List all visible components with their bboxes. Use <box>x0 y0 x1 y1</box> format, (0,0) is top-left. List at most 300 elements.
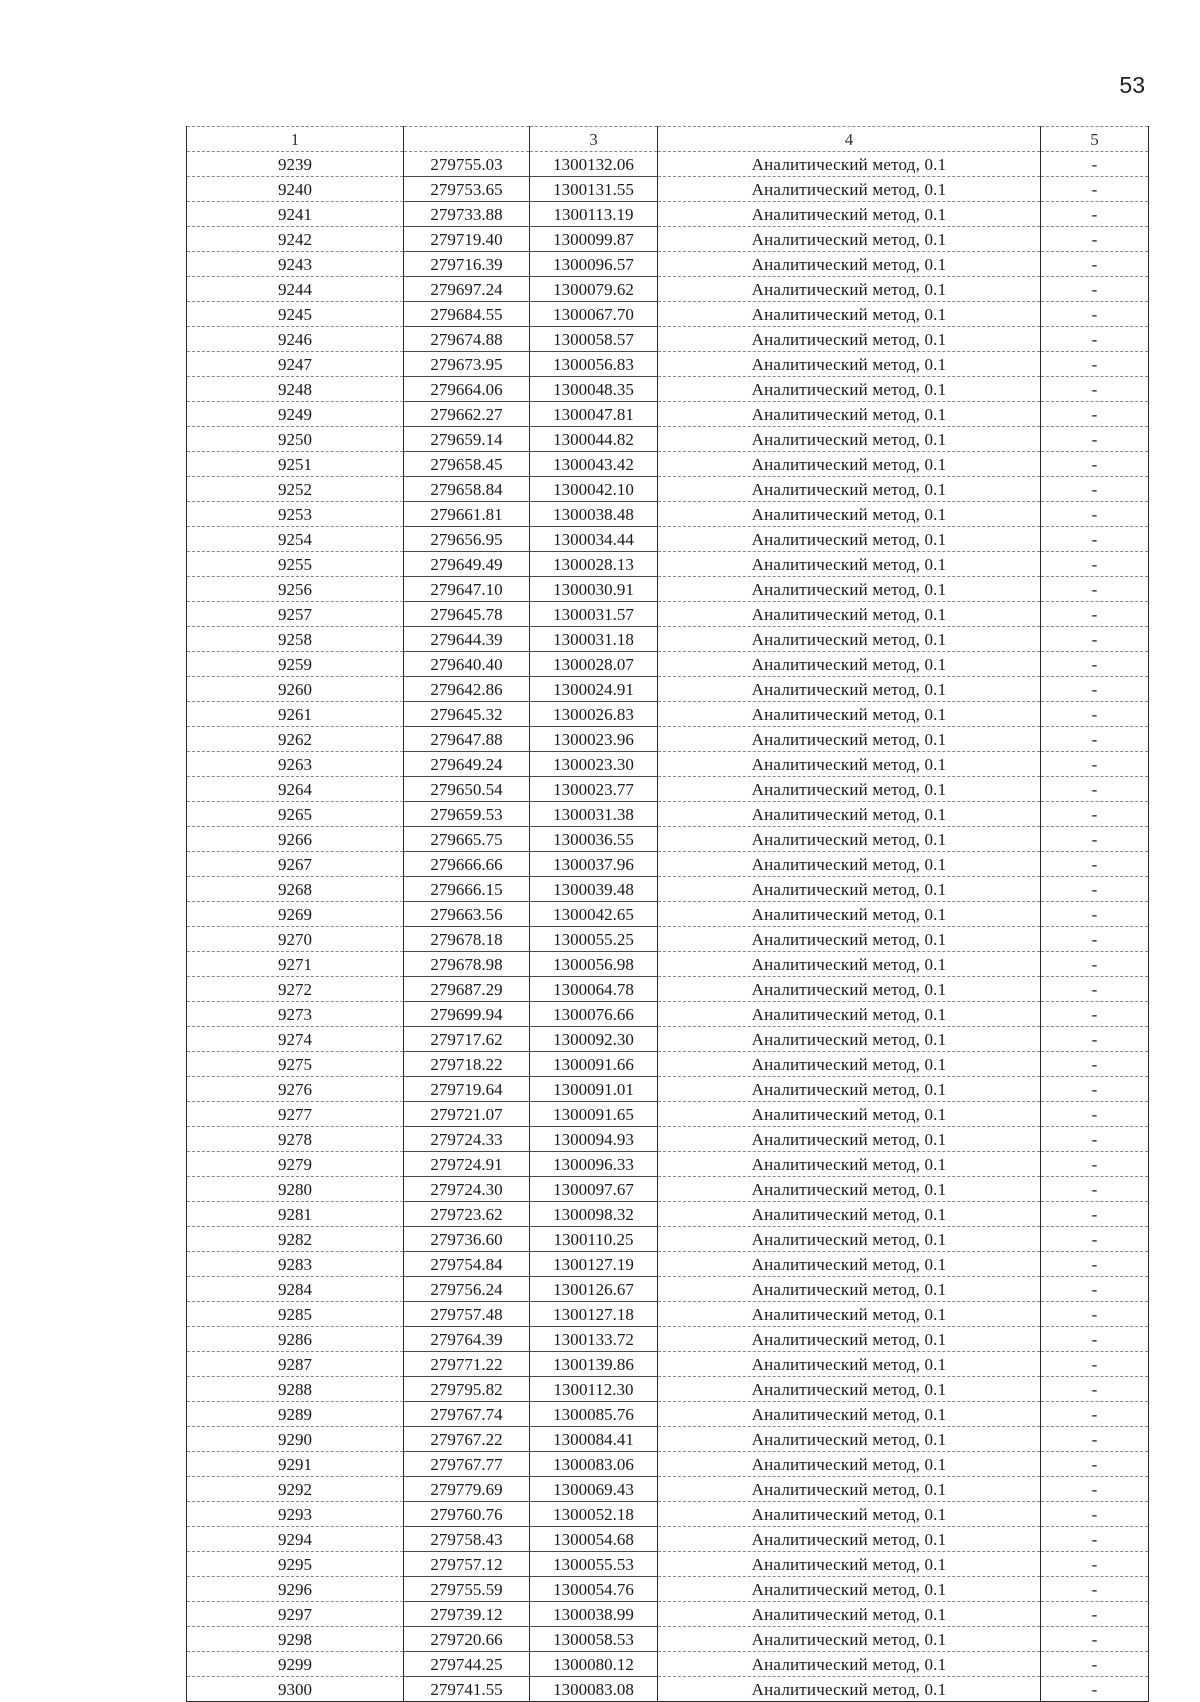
table-row <box>187 752 1149 777</box>
method-cell: Аналитический метод, 0.1 <box>658 477 1041 502</box>
note-cell: - <box>1041 752 1149 777</box>
point-number-cell: 9288 <box>187 1377 404 1402</box>
point-number-cell: 9273 <box>187 1002 404 1027</box>
point-number-cell: 9282 <box>187 1227 404 1252</box>
table-row <box>187 277 1149 302</box>
method-cell: Аналитический метод, 0.1 <box>658 1152 1041 1177</box>
y-coordinate-cell: 1300085.76 <box>530 1402 658 1427</box>
column-header-2 <box>404 127 530 152</box>
table-row <box>187 1202 1149 1227</box>
x-coordinate-cell: 279659.14 <box>404 427 530 452</box>
y-coordinate-cell: 1300039.48 <box>530 877 658 902</box>
note-cell: - <box>1041 877 1149 902</box>
point-number-cell: 9245 <box>187 302 404 327</box>
table-row <box>187 1127 1149 1152</box>
note-cell: - <box>1041 1452 1149 1477</box>
point-number-cell: 9287 <box>187 1352 404 1377</box>
method-cell: Аналитический метод, 0.1 <box>658 1402 1041 1427</box>
x-coordinate-cell: 279755.03 <box>404 152 530 177</box>
method-cell: Аналитический метод, 0.1 <box>658 1527 1041 1552</box>
point-number-cell: 9292 <box>187 1477 404 1502</box>
table-row <box>187 727 1149 752</box>
x-coordinate-cell: 279645.78 <box>404 602 530 627</box>
table-row <box>187 402 1149 427</box>
table-row <box>187 1677 1149 1702</box>
table-row <box>187 977 1149 1002</box>
note-cell: - <box>1041 802 1149 827</box>
column-header-3: 3 <box>530 127 658 152</box>
note-cell: - <box>1041 1377 1149 1402</box>
method-cell: Аналитический метод, 0.1 <box>658 1127 1041 1152</box>
table-row <box>187 902 1149 927</box>
point-number-cell: 9294 <box>187 1527 404 1552</box>
note-cell: - <box>1041 252 1149 277</box>
method-cell: Аналитический метод, 0.1 <box>658 927 1041 952</box>
note-cell: - <box>1041 552 1149 577</box>
note-cell: - <box>1041 527 1149 552</box>
y-coordinate-cell: 1300096.57 <box>530 252 658 277</box>
method-cell: Аналитический метод, 0.1 <box>658 1102 1041 1127</box>
y-coordinate-cell: 1300127.19 <box>530 1252 658 1277</box>
note-cell: - <box>1041 1352 1149 1377</box>
y-coordinate-cell: 1300047.81 <box>530 402 658 427</box>
y-coordinate-cell: 1300110.25 <box>530 1227 658 1252</box>
table-row <box>187 1452 1149 1477</box>
table-row <box>187 252 1149 277</box>
method-cell: Аналитический метод, 0.1 <box>658 1227 1041 1252</box>
y-coordinate-cell: 1300091.66 <box>530 1052 658 1077</box>
point-number-cell: 9248 <box>187 377 404 402</box>
x-coordinate-cell: 279724.91 <box>404 1152 530 1177</box>
table-row <box>187 1377 1149 1402</box>
point-number-cell: 9300 <box>187 1677 404 1702</box>
method-cell: Аналитический метод, 0.1 <box>658 1202 1041 1227</box>
table-row <box>187 227 1149 252</box>
note-cell: - <box>1041 977 1149 1002</box>
method-cell: Аналитический метод, 0.1 <box>658 527 1041 552</box>
x-coordinate-cell: 279720.66 <box>404 1627 530 1652</box>
table-row <box>187 1027 1149 1052</box>
note-cell: - <box>1041 427 1149 452</box>
x-coordinate-cell: 279758.43 <box>404 1527 530 1552</box>
table-row <box>187 1277 1149 1302</box>
x-coordinate-cell: 279754.84 <box>404 1252 530 1277</box>
note-cell: - <box>1041 1152 1149 1177</box>
table-row <box>187 1327 1149 1352</box>
point-number-cell: 9272 <box>187 977 404 1002</box>
table-row <box>187 527 1149 552</box>
table-row <box>187 1502 1149 1527</box>
y-coordinate-cell: 1300031.57 <box>530 602 658 627</box>
method-cell: Аналитический метод, 0.1 <box>658 777 1041 802</box>
x-coordinate-cell: 279687.29 <box>404 977 530 1002</box>
x-coordinate-cell: 279658.84 <box>404 477 530 502</box>
y-coordinate-cell: 1300030.91 <box>530 577 658 602</box>
table-row <box>187 1077 1149 1102</box>
y-coordinate-cell: 1300112.30 <box>530 1377 658 1402</box>
point-number-cell: 9289 <box>187 1402 404 1427</box>
table-row <box>187 777 1149 802</box>
point-number-cell: 9243 <box>187 252 404 277</box>
note-cell: - <box>1041 1627 1149 1652</box>
x-coordinate-cell: 279647.88 <box>404 727 530 752</box>
x-coordinate-cell: 279666.66 <box>404 852 530 877</box>
column-header-4: 4 <box>658 127 1041 152</box>
note-cell: - <box>1041 1527 1149 1552</box>
note-cell: - <box>1041 1677 1149 1702</box>
note-cell: - <box>1041 927 1149 952</box>
x-coordinate-cell: 279744.25 <box>404 1652 530 1677</box>
table-row <box>187 1402 1149 1427</box>
note-cell: - <box>1041 852 1149 877</box>
point-number-cell: 9257 <box>187 602 404 627</box>
method-cell: Аналитический метод, 0.1 <box>658 877 1041 902</box>
point-number-cell: 9256 <box>187 577 404 602</box>
method-cell: Аналитический метод, 0.1 <box>658 952 1041 977</box>
method-cell: Аналитический метод, 0.1 <box>658 352 1041 377</box>
table-row <box>187 1352 1149 1377</box>
y-coordinate-cell: 1300091.01 <box>530 1077 658 1102</box>
method-cell: Аналитический метод, 0.1 <box>658 277 1041 302</box>
method-cell: Аналитический метод, 0.1 <box>658 1327 1041 1352</box>
y-coordinate-cell: 1300038.99 <box>530 1602 658 1627</box>
method-cell: Аналитический метод, 0.1 <box>658 1002 1041 1027</box>
y-coordinate-cell: 1300024.91 <box>530 677 658 702</box>
note-cell: - <box>1041 1427 1149 1452</box>
method-cell: Аналитический метод, 0.1 <box>658 502 1041 527</box>
x-coordinate-cell: 279662.27 <box>404 402 530 427</box>
table-row <box>187 1002 1149 1027</box>
y-coordinate-cell: 1300048.35 <box>530 377 658 402</box>
method-cell: Аналитический метод, 0.1 <box>658 1552 1041 1577</box>
point-number-cell: 9297 <box>187 1602 404 1627</box>
note-cell: - <box>1041 1402 1149 1427</box>
note-cell: - <box>1041 1052 1149 1077</box>
y-coordinate-cell: 1300092.30 <box>530 1027 658 1052</box>
y-coordinate-cell: 1300139.86 <box>530 1352 658 1377</box>
method-cell: Аналитический метод, 0.1 <box>658 252 1041 277</box>
x-coordinate-cell: 279647.10 <box>404 577 530 602</box>
note-cell: - <box>1041 377 1149 402</box>
point-number-cell: 9258 <box>187 627 404 652</box>
x-coordinate-cell: 279649.24 <box>404 752 530 777</box>
y-coordinate-cell: 1300036.55 <box>530 827 658 852</box>
x-coordinate-cell: 279659.53 <box>404 802 530 827</box>
note-cell: - <box>1041 502 1149 527</box>
point-number-cell: 9283 <box>187 1252 404 1277</box>
note-cell: - <box>1041 1077 1149 1102</box>
y-coordinate-cell: 1300031.38 <box>530 802 658 827</box>
note-cell: - <box>1041 1477 1149 1502</box>
method-cell: Аналитический метод, 0.1 <box>658 1502 1041 1527</box>
method-cell: Аналитический метод, 0.1 <box>658 227 1041 252</box>
note-cell: - <box>1041 1602 1149 1627</box>
method-cell: Аналитический метод, 0.1 <box>658 977 1041 1002</box>
method-cell: Аналитический метод, 0.1 <box>658 202 1041 227</box>
x-coordinate-cell: 279697.24 <box>404 277 530 302</box>
x-coordinate-cell: 279665.75 <box>404 827 530 852</box>
y-coordinate-cell: 1300037.96 <box>530 852 658 877</box>
point-number-cell: 9276 <box>187 1077 404 1102</box>
y-coordinate-cell: 1300055.53 <box>530 1552 658 1577</box>
note-cell: - <box>1041 1127 1149 1152</box>
table-row <box>187 352 1149 377</box>
method-cell: Аналитический метод, 0.1 <box>658 1302 1041 1327</box>
method-cell: Аналитический метод, 0.1 <box>658 152 1041 177</box>
note-cell: - <box>1041 1652 1149 1677</box>
point-number-cell: 9267 <box>187 852 404 877</box>
table-row <box>187 877 1149 902</box>
y-coordinate-cell: 1300132.06 <box>530 152 658 177</box>
y-coordinate-cell: 1300055.25 <box>530 927 658 952</box>
y-coordinate-cell: 1300034.44 <box>530 527 658 552</box>
x-coordinate-cell: 279661.81 <box>404 502 530 527</box>
note-cell: - <box>1041 902 1149 927</box>
note-cell: - <box>1041 1252 1149 1277</box>
x-coordinate-cell: 279719.64 <box>404 1077 530 1102</box>
y-coordinate-cell: 1300023.96 <box>530 727 658 752</box>
point-number-cell: 9274 <box>187 1027 404 1052</box>
y-coordinate-cell: 1300064.78 <box>530 977 658 1002</box>
point-number-cell: 9242 <box>187 227 404 252</box>
y-coordinate-cell: 1300113.19 <box>530 202 658 227</box>
method-cell: Аналитический метод, 0.1 <box>658 902 1041 927</box>
y-coordinate-cell: 1300026.83 <box>530 702 658 727</box>
table-row <box>187 827 1149 852</box>
method-cell: Аналитический метод, 0.1 <box>658 1352 1041 1377</box>
x-coordinate-cell: 279699.94 <box>404 1002 530 1027</box>
method-cell: Аналитический метод, 0.1 <box>658 302 1041 327</box>
x-coordinate-cell: 279658.45 <box>404 452 530 477</box>
method-cell: Аналитический метод, 0.1 <box>658 1177 1041 1202</box>
note-cell: - <box>1041 1177 1149 1202</box>
note-cell: - <box>1041 1552 1149 1577</box>
table-row <box>187 202 1149 227</box>
table-body <box>187 152 1149 1702</box>
method-cell: Аналитический метод, 0.1 <box>658 752 1041 777</box>
y-coordinate-cell: 1300056.98 <box>530 952 658 977</box>
point-number-cell: 9277 <box>187 1102 404 1127</box>
x-coordinate-cell: 279678.18 <box>404 927 530 952</box>
method-cell: Аналитический метод, 0.1 <box>658 1027 1041 1052</box>
x-coordinate-cell: 279757.48 <box>404 1302 530 1327</box>
y-coordinate-cell: 1300083.06 <box>530 1452 658 1477</box>
x-coordinate-cell: 279716.39 <box>404 252 530 277</box>
point-number-cell: 9249 <box>187 402 404 427</box>
x-coordinate-cell: 279741.55 <box>404 1677 530 1702</box>
x-coordinate-cell: 279757.12 <box>404 1552 530 1577</box>
point-number-cell: 9247 <box>187 352 404 377</box>
table-row <box>187 1652 1149 1677</box>
table-row <box>187 477 1149 502</box>
note-cell: - <box>1041 327 1149 352</box>
method-cell: Аналитический метод, 0.1 <box>658 852 1041 877</box>
x-coordinate-cell: 279666.15 <box>404 877 530 902</box>
y-coordinate-cell: 1300067.70 <box>530 302 658 327</box>
y-coordinate-cell: 1300054.76 <box>530 1577 658 1602</box>
y-coordinate-cell: 1300079.62 <box>530 277 658 302</box>
method-cell: Аналитический метод, 0.1 <box>658 727 1041 752</box>
y-coordinate-cell: 1300056.83 <box>530 352 658 377</box>
note-cell: - <box>1041 1302 1149 1327</box>
y-coordinate-cell: 1300038.48 <box>530 502 658 527</box>
note-cell: - <box>1041 1202 1149 1227</box>
y-coordinate-cell: 1300127.18 <box>530 1302 658 1327</box>
table-row <box>187 1052 1149 1077</box>
method-cell: Аналитический метод, 0.1 <box>658 1652 1041 1677</box>
x-coordinate-cell: 279684.55 <box>404 302 530 327</box>
y-coordinate-cell: 1300054.68 <box>530 1527 658 1552</box>
point-number-cell: 9281 <box>187 1202 404 1227</box>
table-row <box>187 302 1149 327</box>
note-cell: - <box>1041 1002 1149 1027</box>
point-number-cell: 9244 <box>187 277 404 302</box>
point-number-cell: 9251 <box>187 452 404 477</box>
point-number-cell: 9265 <box>187 802 404 827</box>
point-number-cell: 9280 <box>187 1177 404 1202</box>
point-number-cell: 9275 <box>187 1052 404 1077</box>
point-number-cell: 9260 <box>187 677 404 702</box>
y-coordinate-cell: 1300097.67 <box>530 1177 658 1202</box>
y-coordinate-cell: 1300098.32 <box>530 1202 658 1227</box>
point-number-cell: 9262 <box>187 727 404 752</box>
point-number-cell: 9261 <box>187 702 404 727</box>
point-number-cell: 9266 <box>187 827 404 852</box>
note-cell: - <box>1041 202 1149 227</box>
table-row <box>187 1227 1149 1252</box>
page-number: 53 <box>1119 72 1145 98</box>
y-coordinate-cell: 1300080.12 <box>530 1652 658 1677</box>
method-cell: Аналитический метод, 0.1 <box>658 1377 1041 1402</box>
x-coordinate-cell: 279649.49 <box>404 552 530 577</box>
table-row <box>187 927 1149 952</box>
table-row <box>187 1527 1149 1552</box>
note-cell: - <box>1041 627 1149 652</box>
point-number-cell: 9290 <box>187 1427 404 1452</box>
method-cell: Аналитический метод, 0.1 <box>658 1052 1041 1077</box>
x-coordinate-cell: 279678.98 <box>404 952 530 977</box>
table-row <box>187 427 1149 452</box>
note-cell: - <box>1041 777 1149 802</box>
point-number-cell: 9284 <box>187 1277 404 1302</box>
table-row <box>187 802 1149 827</box>
x-coordinate-cell: 279719.40 <box>404 227 530 252</box>
method-cell: Аналитический метод, 0.1 <box>658 452 1041 477</box>
point-number-cell: 9263 <box>187 752 404 777</box>
method-cell: Аналитический метод, 0.1 <box>658 1427 1041 1452</box>
y-coordinate-cell: 1300076.66 <box>530 1002 658 1027</box>
point-number-cell: 9259 <box>187 652 404 677</box>
table-row <box>187 452 1149 477</box>
table-row <box>187 627 1149 652</box>
method-cell: Аналитический метод, 0.1 <box>658 1277 1041 1302</box>
y-coordinate-cell: 1300052.18 <box>530 1502 658 1527</box>
x-coordinate-cell: 279767.74 <box>404 1402 530 1427</box>
x-coordinate-cell: 279767.77 <box>404 1452 530 1477</box>
note-cell: - <box>1041 402 1149 427</box>
y-coordinate-cell: 1300043.42 <box>530 452 658 477</box>
y-coordinate-cell: 1300023.77 <box>530 777 658 802</box>
x-coordinate-cell: 279779.69 <box>404 1477 530 1502</box>
note-cell: - <box>1041 277 1149 302</box>
note-cell: - <box>1041 602 1149 627</box>
y-coordinate-cell: 1300069.43 <box>530 1477 658 1502</box>
method-cell: Аналитический метод, 0.1 <box>658 802 1041 827</box>
x-coordinate-cell: 279771.22 <box>404 1352 530 1377</box>
note-cell: - <box>1041 352 1149 377</box>
x-coordinate-cell: 279764.39 <box>404 1327 530 1352</box>
note-cell: - <box>1041 727 1149 752</box>
table-row <box>187 1302 1149 1327</box>
method-cell: Аналитический метод, 0.1 <box>658 1077 1041 1102</box>
x-coordinate-cell: 279755.59 <box>404 1577 530 1602</box>
method-cell: Аналитический метод, 0.1 <box>658 1677 1041 1702</box>
table-row <box>187 652 1149 677</box>
method-cell: Аналитический метод, 0.1 <box>658 1252 1041 1277</box>
x-coordinate-cell: 279767.22 <box>404 1427 530 1452</box>
point-number-cell: 9291 <box>187 1452 404 1477</box>
note-cell: - <box>1041 1327 1149 1352</box>
method-cell: Аналитический метод, 0.1 <box>658 377 1041 402</box>
point-number-cell: 9278 <box>187 1127 404 1152</box>
note-cell: - <box>1041 1227 1149 1252</box>
table-row <box>187 577 1149 602</box>
point-number-cell: 9293 <box>187 1502 404 1527</box>
method-cell: Аналитический метод, 0.1 <box>658 627 1041 652</box>
x-coordinate-cell: 279724.30 <box>404 1177 530 1202</box>
point-number-cell: 9295 <box>187 1552 404 1577</box>
note-cell: - <box>1041 452 1149 477</box>
method-cell: Аналитический метод, 0.1 <box>658 1602 1041 1627</box>
table-row <box>187 677 1149 702</box>
x-coordinate-cell: 279721.07 <box>404 1102 530 1127</box>
note-cell: - <box>1041 152 1149 177</box>
method-cell: Аналитический метод, 0.1 <box>658 327 1041 352</box>
method-cell: Аналитический метод, 0.1 <box>658 402 1041 427</box>
note-cell: - <box>1041 1027 1149 1052</box>
point-number-cell: 9279 <box>187 1152 404 1177</box>
note-cell: - <box>1041 1577 1149 1602</box>
y-coordinate-cell: 1300028.13 <box>530 552 658 577</box>
x-coordinate-cell: 279723.62 <box>404 1202 530 1227</box>
point-number-cell: 9240 <box>187 177 404 202</box>
method-cell: Аналитический метод, 0.1 <box>658 1577 1041 1602</box>
x-coordinate-cell: 279756.24 <box>404 1277 530 1302</box>
coordinates-table <box>186 126 1149 1702</box>
table-row <box>187 1152 1149 1177</box>
point-number-cell: 9264 <box>187 777 404 802</box>
table-row <box>187 502 1149 527</box>
y-coordinate-cell: 1300091.65 <box>530 1102 658 1127</box>
x-coordinate-cell: 279733.88 <box>404 202 530 227</box>
point-number-cell: 9271 <box>187 952 404 977</box>
x-coordinate-cell: 279644.39 <box>404 627 530 652</box>
x-coordinate-cell: 279645.32 <box>404 702 530 727</box>
table-row <box>187 602 1149 627</box>
y-coordinate-cell: 1300094.93 <box>530 1127 658 1152</box>
table-row <box>187 152 1149 177</box>
note-cell: - <box>1041 1502 1149 1527</box>
point-number-cell: 9270 <box>187 927 404 952</box>
x-coordinate-cell: 279663.56 <box>404 902 530 927</box>
table-row <box>187 377 1149 402</box>
table-row <box>187 1577 1149 1602</box>
y-coordinate-cell: 1300083.08 <box>530 1677 658 1702</box>
y-coordinate-cell: 1300096.33 <box>530 1152 658 1177</box>
note-cell: - <box>1041 827 1149 852</box>
x-coordinate-cell: 279717.62 <box>404 1027 530 1052</box>
table-row <box>187 177 1149 202</box>
